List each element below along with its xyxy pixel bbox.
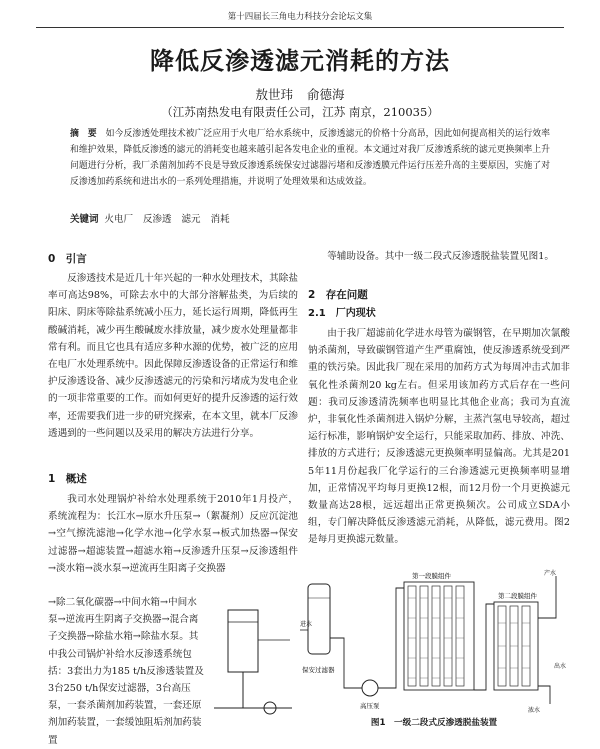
concentrate-label: 浓水 bbox=[528, 707, 541, 714]
abstract-label: 摘 要 bbox=[70, 129, 97, 139]
paper-title: 降低反渗透滤元消耗的方法 bbox=[150, 47, 450, 75]
abstract bbox=[70, 126, 550, 190]
subsection-heading-status: 2.1 厂内现状 bbox=[308, 308, 376, 319]
intro-paragraph: 反渗透技术是近几十年兴起的一种水处理技术，其除盐率可高达98%，可除去水中的大部分溶解盐类，为后续的阳床、阴床等除盐系统减小压力，延长运行周期，降低再生酸碱消耗，减少再生酸碱废水排放量，减少废水处理量都非常有利。而且它也具有适应多种水源的优势，被广泛的应用在电厂水处理系统中。因此保障反渗透设备的正常运行和维护反渗透设备、减少反渗透滤元的污染和污堵成为发电企业的一项非常重要的工作。而如何更好的提升反渗透的运行效率，还需要我们进一步的研究探索，在本文里，就本厂反渗透遇到的一些问题以及采用的解决方法进行分享。 bbox=[48, 273, 298, 439]
stage2-label: 第二段膜组件 bbox=[498, 592, 537, 600]
outlet-label: 出水 bbox=[554, 663, 567, 670]
equipment-sketch bbox=[210, 600, 296, 730]
figure-reference-paragraph: 等辅助设备。其中一级二段式反渗透脱盐装置见图1。 bbox=[327, 251, 554, 262]
status-paragraph: 由于我厂超滤前化学进水母管为碳钢管，在早期加次氯酸钠杀菌剂，导致碳钢管道产生严重腐蚀，使反渗透系统受到严重的铁污染。因此我厂现在采用的加药方式为每周冲击式加非氧化性杀菌剂20 kg左右。但采用该加药方式后存在一些问题：我司反渗透清洗频率也明显比其他企业高；我司为直流炉，非氧化性杀菌剂进入锅炉分解，主蒸汽氢电导较高，超过运行标准，影响锅炉安全运行，只能采取加药、排放、冲洗、排放的方式进行；反渗透滤元更换频率明显偏高。尤其是2015年11月份起我厂化学运行的三台渗透滤元更换频率明显增加，正常情况平均每月更换12根，而12月份一个月更换滤元数量高达28根，远远超出正常更换频次。公司成立SDA小组，专门解决降低反渗透滤元消耗，从降低，滤元费用。图2是每月更换滤元数量。 bbox=[308, 328, 570, 546]
product-label: 产水 bbox=[544, 570, 557, 577]
header-rule bbox=[36, 27, 564, 28]
pump-label: 高压泵 bbox=[360, 702, 380, 710]
section-heading-overview: 1 概述 bbox=[48, 473, 87, 485]
stage1-membranes bbox=[408, 586, 464, 686]
section-heading-intro: 0 引言 bbox=[48, 253, 87, 265]
author-list bbox=[0, 85, 600, 103]
overview-paragraph-continued: →除二氧化碳器→中间水箱→中间水泵→逆流再生阴离子交换器→混合离子交换器→除盐水箱→除盐水泵。其中我公司锅炉补给水反渗透系统包括：3套出力为185 t/h反渗透装置及3台250 t/h保安过滤器，3台高压泵，一套杀菌剂加药装置，一套还原剂加药装置，一套缓蚀阻垢剂加药装置 bbox=[48, 597, 204, 746]
abstract-text: 如今反渗透处理技术被广泛应用于火电厂给水系统中，反渗透滤元的价格十分高昂，因此如何提高相关的运行效率和维护效果，降低反渗透的滤元的消耗变也越来越引起各发电企业的重视。本文通过对我厂反渗透系统的滤元更换频率上升问题进行分析，我厂杀菌剂加药不良是导致反渗透系统保安过滤器污堵和反渗透膜元件运行压差升高的主要原因，实施了对反渗透加药系统和进出水的一系列处理措施，并说明了处理效果和达成效益。 bbox=[70, 129, 551, 187]
running-head: 第十四届长三角电力科技分会论坛文集 bbox=[227, 12, 373, 22]
keyword: 反渗透 bbox=[143, 214, 172, 225]
author-name: 俞德海 bbox=[307, 87, 345, 102]
keyword: 火电厂 bbox=[104, 214, 134, 225]
stage2-hatching bbox=[498, 623, 530, 668]
figure-caption: 图1 一级二段式反渗透脱盐装置 bbox=[370, 718, 498, 728]
affiliation: （江苏南热发电有限责任公司，江苏 南京，210035） bbox=[161, 105, 439, 119]
keywords bbox=[70, 212, 230, 228]
author-name: 敖世玮 bbox=[255, 87, 293, 102]
keyword: 消耗 bbox=[210, 214, 230, 225]
stage1-hatching bbox=[408, 598, 464, 678]
stage1-label: 第一段膜组件 bbox=[412, 572, 451, 580]
figure-1-diagram bbox=[300, 568, 568, 714]
filter-label: 保安过滤器 bbox=[302, 666, 335, 674]
inlet-label: 进水 bbox=[300, 621, 313, 628]
overview-paragraph: 我司水处理锅炉补给水处理系统于2010年1月投产，系统流程为：长江水→原水升压泵→（絮凝剂）反应沉淀池→空气擦洗滤池→化学水池→化学水泵→板式加热器→保安过滤器→超滤装置→超滤水箱→反渗透升压泵→反渗透组件→淡水箱→淡水泵→逆流再生阳离子交换器 bbox=[48, 494, 298, 574]
keywords-label: 关键词 bbox=[70, 214, 99, 225]
section-heading-problems: 2 存在问题 bbox=[308, 289, 368, 301]
keyword: 滤元 bbox=[181, 214, 201, 225]
